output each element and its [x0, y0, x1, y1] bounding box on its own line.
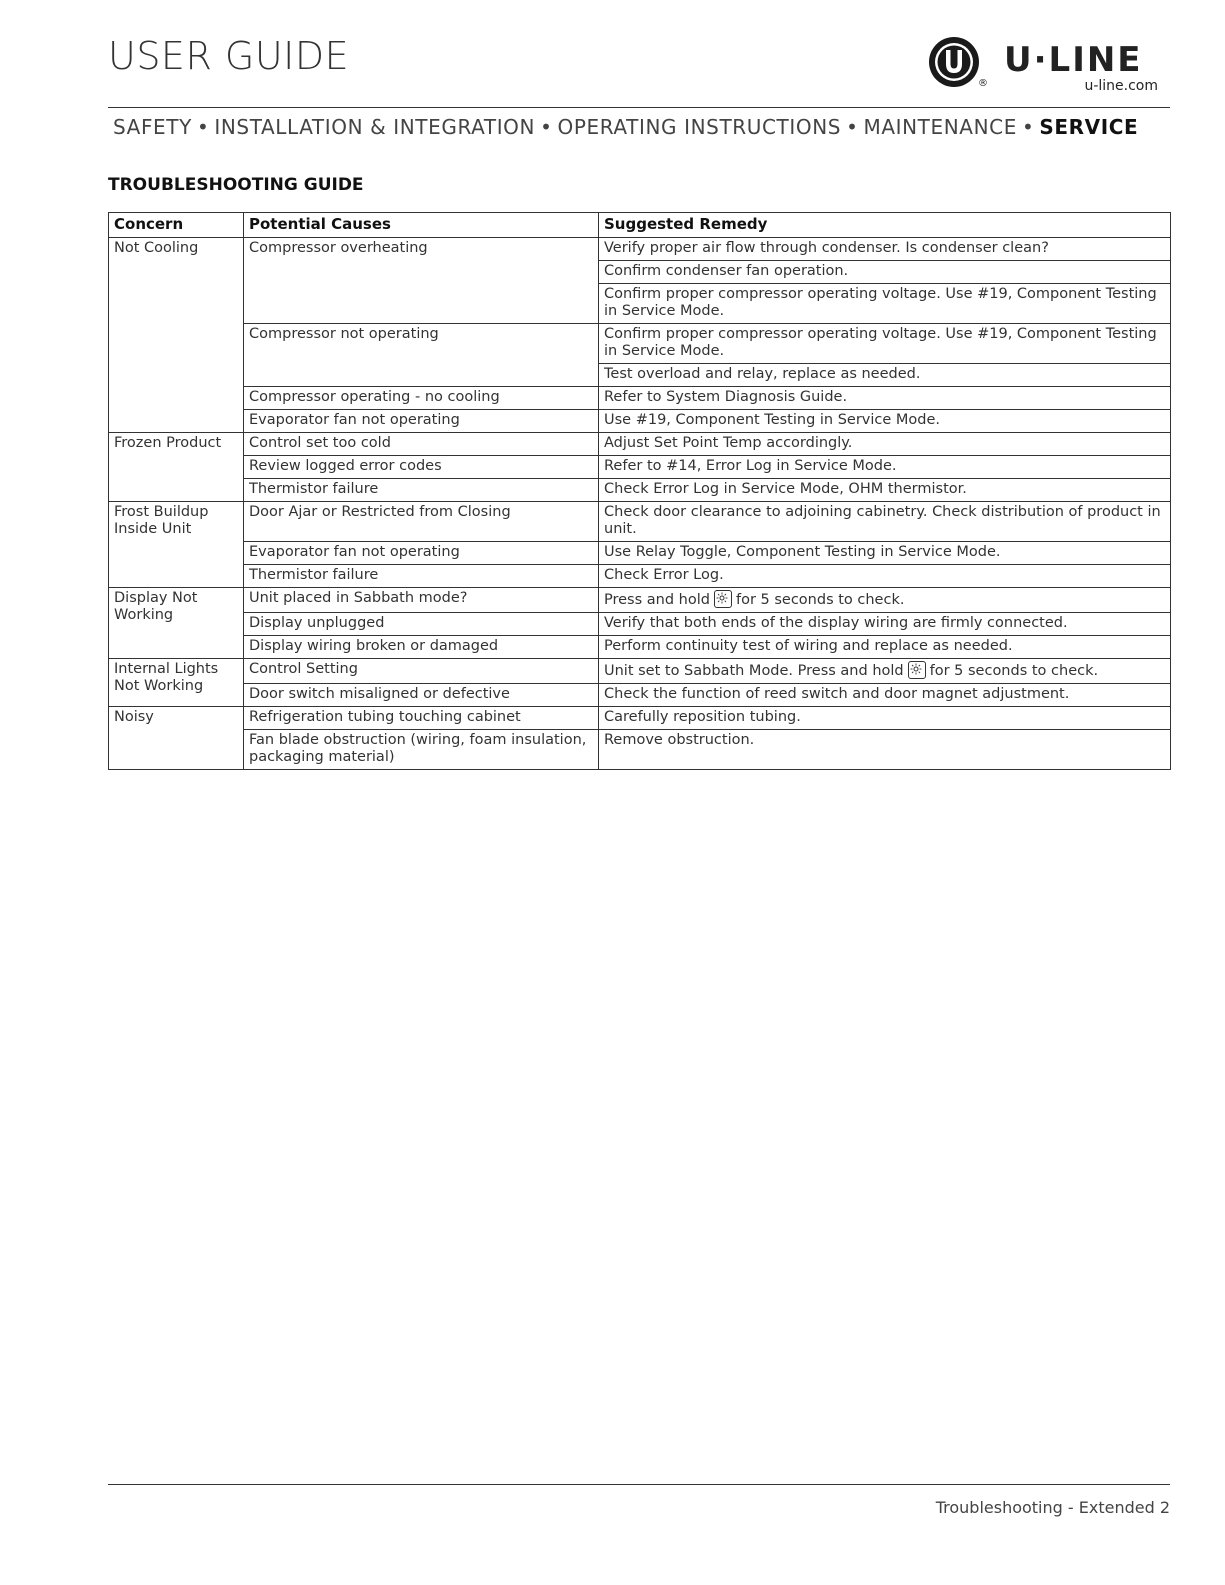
registered-mark: ®	[978, 78, 988, 89]
cause-cell: Compressor operating - no cooling	[244, 387, 599, 410]
cause-cell: Door switch misaligned or defective	[244, 684, 599, 707]
footer-divider	[108, 1484, 1170, 1485]
table-row	[109, 387, 1171, 410]
cause-cell: Display wiring broken or damaged	[244, 636, 599, 659]
remedy-cell	[599, 588, 1171, 613]
cause-cell: Review logged error codes	[244, 456, 599, 479]
table-row	[109, 502, 1171, 542]
nav-item-service[interactable]: SERVICE	[1039, 115, 1139, 139]
nav-separator: •	[846, 115, 859, 139]
page-label: Troubleshooting - Extended 2	[935, 1498, 1170, 1517]
remedy-cell: Confirm proper compressor operating voltage. Use #19, Component Testing in Service Mode.	[599, 284, 1171, 324]
nav-item-safety[interactable]: SAFETY	[113, 115, 192, 139]
remedy-text: Unit set to Sabbath Mode. Press and hold	[604, 663, 904, 679]
cause-cell: Thermistor failure	[244, 565, 599, 588]
remedy-cell: Use Relay Toggle, Component Testing in Service Mode.	[599, 542, 1171, 565]
cause-cell: Compressor not operating	[244, 324, 599, 387]
concern-cell: Not Cooling	[109, 238, 244, 433]
table-row	[109, 456, 1171, 479]
remedy-cell: Confirm proper compressor operating voltage. Use #19, Component Testing in Service Mode.	[599, 324, 1171, 364]
table-row	[109, 542, 1171, 565]
table-row	[109, 238, 1171, 261]
remedy-cell: Use #19, Component Testing in Service Mode.	[599, 410, 1171, 433]
cause-cell: Display unplugged	[244, 613, 599, 636]
table-row	[109, 730, 1171, 770]
remedy-cell: Verify proper air flow through condenser. Is condenser clean?	[599, 238, 1171, 261]
header-divider	[108, 107, 1170, 108]
remedy-cell: Refer to #14, Error Log in Service Mode.	[599, 456, 1171, 479]
table-row	[109, 636, 1171, 659]
remedy-text: for 5 seconds to check.	[929, 663, 1099, 679]
concern-cell: Internal Lights Not Working	[109, 659, 244, 707]
cause-cell: Compressor overheating	[244, 238, 599, 324]
header-suggested-remedy: Suggested Remedy	[599, 213, 1171, 238]
table-row	[109, 433, 1171, 456]
table-row	[109, 479, 1171, 502]
concern-cell: Noisy	[109, 707, 244, 770]
light-button-icon	[908, 661, 926, 679]
header-concern: Concern	[109, 213, 244, 238]
remedy-cell	[599, 659, 1171, 684]
remedy-text: Press and hold	[604, 592, 710, 608]
remedy-cell: Adjust Set Point Temp accordingly.	[599, 433, 1171, 456]
remedy-cell: Check Error Log.	[599, 565, 1171, 588]
cause-cell: Evaporator fan not operating	[244, 410, 599, 433]
troubleshooting-table	[108, 212, 1171, 770]
u-line-logo-icon	[928, 36, 980, 88]
light-button-icon	[714, 590, 732, 608]
cause-cell: Door Ajar or Restricted from Closing	[244, 502, 599, 542]
remedy-cell: Test overload and relay, replace as needed.	[599, 364, 1171, 387]
concern-cell: Frost Buildup Inside Unit	[109, 502, 244, 588]
table-header-row	[109, 213, 1171, 238]
page-title: USER GUIDE	[108, 34, 350, 78]
table-row	[109, 613, 1171, 636]
remedy-cell: Perform continuity test of wiring and replace as needed.	[599, 636, 1171, 659]
table-row	[109, 565, 1171, 588]
table-row	[109, 588, 1171, 613]
logo-wordmark: U·LINE	[1004, 40, 1143, 80]
logo-url: u-line.com	[1084, 78, 1158, 94]
concern-cell: Frozen Product	[109, 433, 244, 502]
remedy-cell: Refer to System Diagnosis Guide.	[599, 387, 1171, 410]
remedy-cell: Carefully reposition tubing.	[599, 707, 1171, 730]
table-row	[109, 684, 1171, 707]
remedy-text: for 5 seconds to check.	[735, 592, 905, 608]
table-row	[109, 659, 1171, 684]
remedy-cell: Check the function of reed switch and door magnet adjustment.	[599, 684, 1171, 707]
cause-cell: Unit placed in Sabbath mode?	[244, 588, 599, 613]
concern-cell: Display Not Working	[109, 588, 244, 659]
header-potential-causes: Potential Causes	[244, 213, 599, 238]
nav-separator: •	[1021, 115, 1035, 139]
section-nav	[113, 115, 1138, 139]
remedy-cell: Confirm condenser fan operation.	[599, 261, 1171, 284]
brand-logo	[928, 34, 1168, 96]
nav-item-operating[interactable]: OPERATING INSTRUCTIONS	[557, 115, 842, 139]
cause-cell: Control Setting	[244, 659, 599, 684]
remedy-cell: Check door clearance to adjoining cabinetry. Check distribution of product in unit.	[599, 502, 1171, 542]
cause-cell: Fan blade obstruction (wiring, foam insulation, packaging material)	[244, 730, 599, 770]
remedy-cell: Remove obstruction.	[599, 730, 1171, 770]
nav-item-maintenance[interactable]: MAINTENANCE	[863, 115, 1017, 139]
cause-cell: Evaporator fan not operating	[244, 542, 599, 565]
cause-cell: Refrigeration tubing touching cabinet	[244, 707, 599, 730]
table-row	[109, 324, 1171, 364]
nav-separator: •	[196, 115, 210, 139]
nav-item-installation[interactable]: INSTALLATION & INTEGRATION	[214, 115, 536, 139]
cause-cell: Thermistor failure	[244, 479, 599, 502]
remedy-cell: Verify that both ends of the display wiring are firmly connected.	[599, 613, 1171, 636]
section-title: TROUBLESHOOTING GUIDE	[108, 175, 364, 195]
remedy-cell: Check Error Log in Service Mode, OHM thermistor.	[599, 479, 1171, 502]
cause-cell: Control set too cold	[244, 433, 599, 456]
nav-separator: •	[540, 115, 553, 139]
table-row	[109, 410, 1171, 433]
table-row	[109, 707, 1171, 730]
